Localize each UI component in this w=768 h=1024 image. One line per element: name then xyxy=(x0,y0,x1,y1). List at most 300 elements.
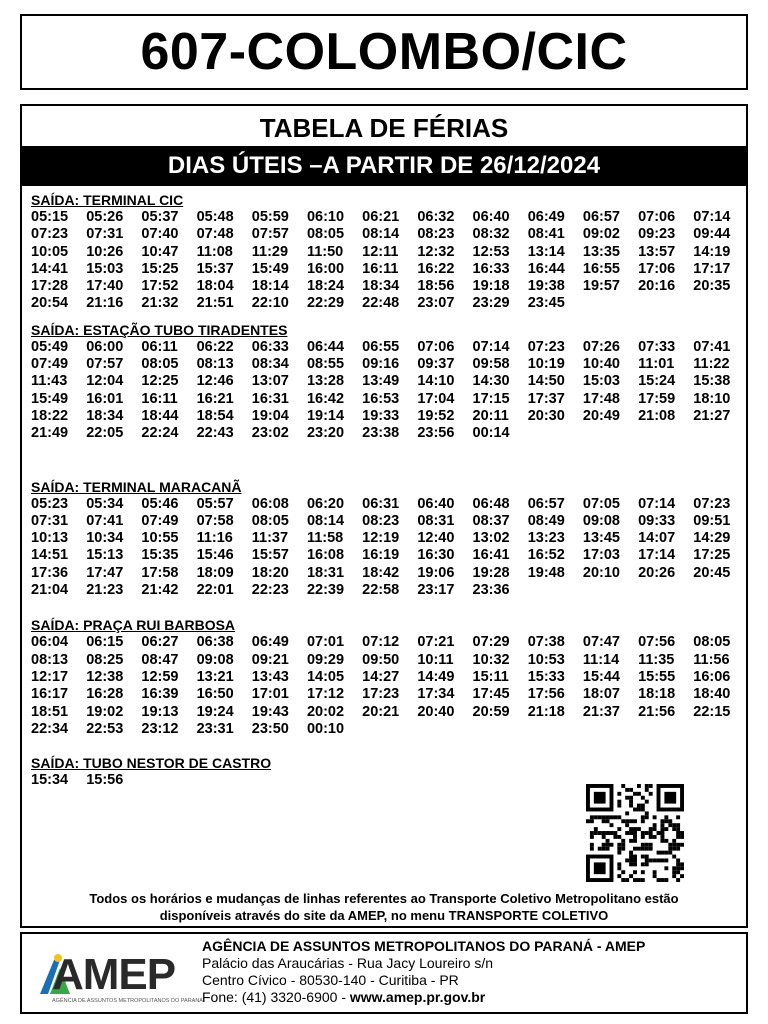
departure-time: 12:38 xyxy=(86,668,124,685)
agency-address-2: Centro Cívico - 80530-140 - Curitiba - PR xyxy=(202,972,459,988)
departure-time: 08:41 xyxy=(527,226,565,243)
departure-time: 13:07 xyxy=(251,373,289,390)
departure-time: 17:12 xyxy=(306,686,345,703)
departure-time: 14:49 xyxy=(417,668,455,685)
agency-footer xyxy=(20,932,748,1014)
departure-time: 09:50 xyxy=(362,651,400,668)
departure-time: 07:05 xyxy=(582,495,620,512)
departure-time: 06:38 xyxy=(196,634,234,651)
departure-time: 14:27 xyxy=(362,668,400,685)
section-0 xyxy=(22,192,746,313)
time-row xyxy=(31,530,746,547)
departure-time: 08:31 xyxy=(417,512,455,529)
info-note-line2: disponíveis através do site da AMEP, no menu TRANSPORTE COLETIVO xyxy=(159,908,609,923)
departure-time: 06:04 xyxy=(31,634,69,651)
table-subtitle: TABELA DE FÉRIAS xyxy=(259,113,509,143)
departure-time: 16:00 xyxy=(306,260,345,277)
time-row xyxy=(31,634,746,651)
time-row xyxy=(31,356,746,373)
departure-time: 18:44 xyxy=(141,407,179,424)
departure-time: 18:42 xyxy=(362,564,400,581)
departure-time: 05:37 xyxy=(141,209,179,225)
departure-time: 14:10 xyxy=(417,373,455,390)
departure-time: 07:14 xyxy=(693,209,731,225)
departure-time: 05:26 xyxy=(86,209,124,225)
departure-time: 16:33 xyxy=(472,260,510,277)
departure-time: 09:08 xyxy=(196,651,234,668)
departure-time: 21:32 xyxy=(141,295,179,312)
departure-time: 20:49 xyxy=(582,407,620,424)
departure-time: 07:40 xyxy=(141,226,179,243)
departure-time: 20:11 xyxy=(472,407,509,424)
departure-time: 21:56 xyxy=(638,703,676,720)
departure-time: 06:22 xyxy=(196,338,234,355)
departure-time: 13:23 xyxy=(527,530,565,547)
departure-time: 17:52 xyxy=(141,278,179,295)
departure-time: 17:15 xyxy=(472,390,510,407)
departure-time: 11:35 xyxy=(638,651,675,668)
departure-time: 09:33 xyxy=(638,512,676,529)
departure-time: 13:49 xyxy=(362,373,400,390)
departure-time: 17:40 xyxy=(86,278,124,295)
departure-time: 19:57 xyxy=(582,278,620,295)
departure-time: 22:23 xyxy=(251,582,289,599)
departure-time: 14:51 xyxy=(31,547,69,564)
departure-time: 20:40 xyxy=(417,703,455,720)
departure-time: 06:57 xyxy=(527,495,565,512)
departure-time: 18:10 xyxy=(693,390,731,407)
departure-time: 11:50 xyxy=(306,243,344,260)
departure-time: 15:11 xyxy=(472,668,509,685)
departure-time: 13:35 xyxy=(582,243,620,260)
departure-time: 06:21 xyxy=(362,209,400,225)
agency-name: AGÊNCIA DE ASSUNTOS METROPOLITANOS DO PARANÁ - AMEP xyxy=(202,938,646,954)
departure-time: 17:47 xyxy=(86,564,124,581)
section-title: SAÍDA: ESTAÇÃO TUBO TIRADENTES xyxy=(31,321,288,338)
departure-time: 15:55 xyxy=(638,668,676,685)
departure-time: 06:57 xyxy=(582,209,620,225)
departure-time: 19:52 xyxy=(417,407,455,424)
departure-time: 17:17 xyxy=(693,260,731,277)
departure-time: 18:34 xyxy=(86,407,124,424)
departure-time: 17:14 xyxy=(638,547,676,564)
departure-time: 23:56 xyxy=(417,425,455,442)
departure-time: 20:54 xyxy=(31,295,69,312)
info-note-line1: Todos os horários e mudanças de linhas referentes ao Transporte Coletivo Metropolitano estão xyxy=(89,891,679,906)
time-row xyxy=(31,391,746,408)
departure-time: 19:06 xyxy=(417,564,455,581)
departure-time: 06:15 xyxy=(86,634,124,651)
departure-time: 18:20 xyxy=(251,564,289,581)
departure-time: 18:56 xyxy=(417,278,455,295)
section-title: SAÍDA: TERMINAL CIC xyxy=(31,192,184,208)
departure-time: 11:08 xyxy=(196,243,233,260)
time-row xyxy=(31,339,746,356)
departure-time: 15:33 xyxy=(527,668,565,685)
departure-time: 08:13 xyxy=(31,651,69,668)
departure-time: 17:58 xyxy=(141,564,179,581)
departure-time: 17:01 xyxy=(251,686,289,703)
departure-time: 20:35 xyxy=(693,278,731,295)
departure-time: 12:17 xyxy=(31,668,69,685)
departure-time: 15:03 xyxy=(582,373,620,390)
departure-time: 06:49 xyxy=(251,634,289,651)
schedule-band: DIAS ÚTEIS –A PARTIR DE 26/12/2024 xyxy=(22,146,746,186)
departure-time: 07:21 xyxy=(417,634,455,651)
departure-time: 00:10 xyxy=(306,720,345,737)
departure-time: 11:16 xyxy=(196,530,233,547)
title-box xyxy=(20,14,748,90)
departure-time: 23:29 xyxy=(472,295,510,312)
agency-phone: Fone: (41) 3320-6900 - xyxy=(202,989,350,1005)
departure-time: 20:45 xyxy=(693,564,731,581)
departure-time: 13:14 xyxy=(527,243,565,260)
departure-time: 08:23 xyxy=(417,226,455,243)
departure-time: 10:34 xyxy=(86,530,124,547)
departure-time: 05:34 xyxy=(86,495,124,512)
departure-time: 23:12 xyxy=(141,720,179,737)
departure-time: 05:15 xyxy=(31,209,69,225)
departure-time: 07:06 xyxy=(638,209,676,225)
departure-time: 23:07 xyxy=(417,295,455,312)
departure-time: 16:53 xyxy=(362,390,400,407)
time-row xyxy=(31,565,746,582)
departure-time: 18:04 xyxy=(196,278,234,295)
departure-time: 16:08 xyxy=(306,547,345,564)
time-row xyxy=(31,408,746,425)
section-3 xyxy=(22,617,746,738)
departure-time: 16:41 xyxy=(472,547,510,564)
departure-time: 15:57 xyxy=(251,547,289,564)
departure-time: 07:14 xyxy=(638,495,676,512)
departure-time: 15:56 xyxy=(86,772,124,789)
departure-time: 20:02 xyxy=(306,703,345,720)
departure-time: 09:08 xyxy=(582,512,620,529)
departure-time: 14:07 xyxy=(638,530,676,547)
departure-time: 07:29 xyxy=(472,634,510,651)
departure-time: 14:29 xyxy=(693,530,731,547)
section-title: SAÍDA: TUBO NESTOR DE CASTRO xyxy=(31,755,272,772)
departure-time: 10:19 xyxy=(527,356,565,373)
departure-time: 11:14 xyxy=(582,651,620,668)
departure-time: 11:56 xyxy=(693,651,730,668)
departure-time: 10:05 xyxy=(31,243,69,260)
departure-time: 11:58 xyxy=(306,530,344,547)
departure-time: 06:08 xyxy=(251,495,289,512)
departure-time: 21:51 xyxy=(196,295,234,312)
departure-time: 16:11 xyxy=(362,260,399,277)
departure-time: 06:32 xyxy=(417,209,455,225)
time-row xyxy=(31,496,746,513)
departure-time: 21:42 xyxy=(141,582,179,599)
departure-time: 08:37 xyxy=(472,512,510,529)
time-row xyxy=(31,226,746,243)
departure-time: 16:21 xyxy=(196,390,234,407)
departure-time: 07:49 xyxy=(31,356,69,373)
departure-time: 07:47 xyxy=(582,634,620,651)
amep-logo xyxy=(36,944,203,1006)
departure-time: 06:40 xyxy=(417,495,455,512)
departure-time: 17:59 xyxy=(638,390,676,407)
departure-time: 16:42 xyxy=(306,390,345,407)
departure-time: 07:12 xyxy=(362,634,400,651)
departure-time: 14:05 xyxy=(306,668,345,685)
time-row xyxy=(31,669,746,686)
departure-time: 10:13 xyxy=(31,530,69,547)
departure-time: 21:16 xyxy=(86,295,124,312)
timetable-box xyxy=(20,104,748,928)
time-row xyxy=(31,261,746,278)
departure-time: 22:10 xyxy=(251,295,289,312)
agency-info xyxy=(202,938,645,1006)
departure-time: 18:07 xyxy=(582,686,620,703)
departure-time: 07:31 xyxy=(86,226,124,243)
departure-time: 16:52 xyxy=(527,547,565,564)
departure-time: 08:05 xyxy=(251,512,289,529)
departure-time: 16:31 xyxy=(251,390,289,407)
departure-time: 10:53 xyxy=(527,651,565,668)
departure-time: 21:49 xyxy=(31,425,69,442)
departure-time: 19:24 xyxy=(196,703,234,720)
departure-time: 08:05 xyxy=(141,356,179,373)
departure-time: 17:04 xyxy=(417,390,455,407)
departure-time: 21:08 xyxy=(638,407,676,424)
departure-time: 07:57 xyxy=(251,226,289,243)
departure-time: 18:34 xyxy=(362,278,400,295)
time-row xyxy=(31,704,746,721)
time-row xyxy=(31,547,746,564)
departure-time: 16:22 xyxy=(417,260,455,277)
time-row xyxy=(31,295,746,312)
departure-time: 15:24 xyxy=(638,373,676,390)
departure-time: 08:49 xyxy=(527,512,565,529)
departure-time: 20:21 xyxy=(362,703,400,720)
time-row xyxy=(31,686,746,703)
departure-time: 22:15 xyxy=(693,703,731,720)
departure-time: 08:14 xyxy=(306,512,345,529)
departure-time: 00:14 xyxy=(472,425,510,442)
departure-time: 20:30 xyxy=(527,407,565,424)
departure-time: 19:18 xyxy=(472,278,510,295)
departure-time: 22:29 xyxy=(306,295,345,312)
departure-time: 11:29 xyxy=(251,243,289,260)
departure-time: 16:50 xyxy=(196,686,234,703)
departure-time: 12:59 xyxy=(141,668,179,685)
time-row xyxy=(31,373,746,390)
departure-time: 12:25 xyxy=(141,373,179,390)
departure-time: 13:45 xyxy=(582,530,620,547)
section-1 xyxy=(22,322,746,443)
departure-time: 11:22 xyxy=(693,356,730,373)
departure-time: 09:29 xyxy=(306,651,345,668)
time-row xyxy=(31,209,746,226)
departure-time: 19:14 xyxy=(306,407,345,424)
departure-time: 15:34 xyxy=(31,772,69,789)
departure-time: 09:51 xyxy=(693,512,731,529)
departure-time: 06:10 xyxy=(306,209,345,225)
departure-time: 22:01 xyxy=(196,582,234,599)
departure-time: 23:50 xyxy=(251,720,289,737)
departure-time: 20:10 xyxy=(582,564,620,581)
departure-time: 17:36 xyxy=(31,564,69,581)
departure-time: 09:21 xyxy=(251,651,289,668)
section-2 xyxy=(22,479,746,600)
departure-time: 13:21 xyxy=(196,668,234,685)
departure-time: 05:59 xyxy=(251,209,289,225)
departure-time: 18:40 xyxy=(693,686,731,703)
departure-time: 12:53 xyxy=(472,243,510,260)
info-note xyxy=(22,890,746,926)
time-row xyxy=(31,652,746,669)
departure-time: 22:58 xyxy=(362,582,400,599)
logo-subtext: AGÊNCIA DE ASSUNTOS METROPOLITANOS DO PARANÁ xyxy=(52,998,203,1004)
departure-time: 06:48 xyxy=(472,495,510,512)
departure-time: 14:41 xyxy=(31,260,69,277)
departure-time: 07:26 xyxy=(582,338,620,355)
departure-time: 17:03 xyxy=(582,547,620,564)
departure-time: 16:44 xyxy=(527,260,565,277)
departure-time: 19:43 xyxy=(251,703,289,720)
departure-time: 14:30 xyxy=(472,373,510,390)
departure-time: 16:28 xyxy=(86,686,124,703)
departure-time: 07:33 xyxy=(638,338,676,355)
departure-time: 15:49 xyxy=(31,390,69,407)
departure-time: 15:38 xyxy=(693,373,731,390)
departure-time: 19:02 xyxy=(86,703,124,720)
departure-time: 16:06 xyxy=(693,668,731,685)
departure-time: 09:58 xyxy=(472,356,510,373)
departure-time: 22:24 xyxy=(141,425,179,442)
page-title: 607-COLOMBO/CIC xyxy=(140,23,628,81)
departure-time: 08:32 xyxy=(472,226,510,243)
departure-time: 17:06 xyxy=(638,260,676,277)
departure-time: 07:23 xyxy=(31,226,69,243)
departure-time: 06:11 xyxy=(141,338,178,355)
departure-time: 17:45 xyxy=(472,686,510,703)
departure-time: 23:36 xyxy=(472,582,510,599)
departure-time: 05:23 xyxy=(31,495,69,512)
departure-time: 19:04 xyxy=(251,407,289,424)
departure-time: 18:22 xyxy=(31,407,69,424)
departure-time: 19:33 xyxy=(362,407,400,424)
departure-time: 07:41 xyxy=(86,512,124,529)
departure-time: 23:38 xyxy=(362,425,400,442)
departure-time: 09:16 xyxy=(362,356,400,373)
departure-time: 14:19 xyxy=(693,243,731,260)
departure-time: 22:39 xyxy=(306,582,345,599)
departure-time: 15:13 xyxy=(86,547,124,564)
departure-time: 08:25 xyxy=(86,651,124,668)
departure-time: 21:18 xyxy=(527,703,565,720)
departure-time: 21:23 xyxy=(86,582,124,599)
departure-time: 08:05 xyxy=(693,634,731,651)
departure-time: 23:20 xyxy=(306,425,345,442)
qr-code-icon xyxy=(582,784,688,882)
departure-time: 18:54 xyxy=(196,407,234,424)
departure-time: 12:04 xyxy=(86,373,124,390)
departure-time: 07:58 xyxy=(196,512,234,529)
section-title: SAÍDA: TERMINAL MARACANÃ xyxy=(31,478,242,495)
logo-text: AMEP xyxy=(52,950,176,999)
departure-time: 22:53 xyxy=(86,720,124,737)
departure-time: 07:14 xyxy=(472,338,510,355)
departure-time: 12:11 xyxy=(362,243,399,260)
departure-time: 23:45 xyxy=(527,295,565,312)
time-row xyxy=(31,721,746,738)
departure-time: 21:04 xyxy=(31,582,69,599)
departure-time: 06:33 xyxy=(251,338,289,355)
departure-time: 06:27 xyxy=(141,634,179,651)
departure-time: 18:18 xyxy=(638,686,676,703)
departure-time: 08:05 xyxy=(306,226,345,243)
departure-time: 13:28 xyxy=(306,373,345,390)
departure-time: 09:37 xyxy=(417,356,455,373)
departure-time: 16:01 xyxy=(86,390,124,407)
departure-time: 06:31 xyxy=(362,495,400,512)
departure-time: 22:43 xyxy=(196,425,234,442)
time-row xyxy=(31,513,746,530)
departure-time: 16:11 xyxy=(141,390,178,407)
departure-time: 19:48 xyxy=(527,564,565,581)
departure-time: 05:49 xyxy=(31,338,69,355)
departure-time: 08:23 xyxy=(362,512,400,529)
departure-time: 07:49 xyxy=(141,512,179,529)
departure-time: 10:26 xyxy=(86,243,124,260)
departure-time: 09:02 xyxy=(582,226,620,243)
departure-time: 07:06 xyxy=(417,338,455,355)
departure-time: 07:57 xyxy=(86,356,124,373)
departure-time: 13:43 xyxy=(251,668,289,685)
agency-site-link[interactable]: www.amep.pr.gov.br xyxy=(349,989,486,1005)
departure-time: 08:47 xyxy=(141,651,179,668)
departure-time: 21:27 xyxy=(693,407,731,424)
departure-time: 15:03 xyxy=(86,260,124,277)
departure-time: 12:40 xyxy=(417,530,455,547)
departure-time: 18:14 xyxy=(251,278,289,295)
departure-time: 07:23 xyxy=(527,338,565,355)
departure-time: 18:31 xyxy=(306,564,345,581)
departure-time: 05:46 xyxy=(141,495,179,512)
time-row xyxy=(31,425,746,442)
time-row xyxy=(31,278,746,295)
departure-time: 18:51 xyxy=(31,703,69,720)
departure-time: 18:09 xyxy=(196,564,234,581)
departure-time: 10:55 xyxy=(141,530,179,547)
departure-time: 23:02 xyxy=(251,425,289,442)
departure-time: 16:30 xyxy=(417,547,455,564)
departure-time: 17:25 xyxy=(693,547,731,564)
departure-time: 10:40 xyxy=(582,356,620,373)
departure-time: 07:31 xyxy=(31,512,69,529)
departure-time: 13:02 xyxy=(472,530,510,547)
departure-time: 06:49 xyxy=(527,209,565,225)
departure-time: 10:47 xyxy=(141,243,179,260)
departure-time: 15:46 xyxy=(196,547,234,564)
departure-time: 06:55 xyxy=(362,338,400,355)
departure-time: 08:34 xyxy=(251,356,289,373)
departure-time: 23:17 xyxy=(417,582,455,599)
departure-time: 11:37 xyxy=(251,530,289,547)
departure-time: 16:39 xyxy=(141,686,179,703)
section-title: SAÍDA: PRAÇA RUI BARBOSA xyxy=(31,617,236,634)
departure-time: 16:19 xyxy=(362,547,400,564)
departure-time: 14:50 xyxy=(527,373,565,390)
departure-time: 20:26 xyxy=(638,564,676,581)
departure-time: 12:46 xyxy=(196,373,234,390)
departure-time: 10:11 xyxy=(417,651,454,668)
departure-time: 13:57 xyxy=(638,243,676,260)
departure-time: 17:28 xyxy=(31,278,69,295)
